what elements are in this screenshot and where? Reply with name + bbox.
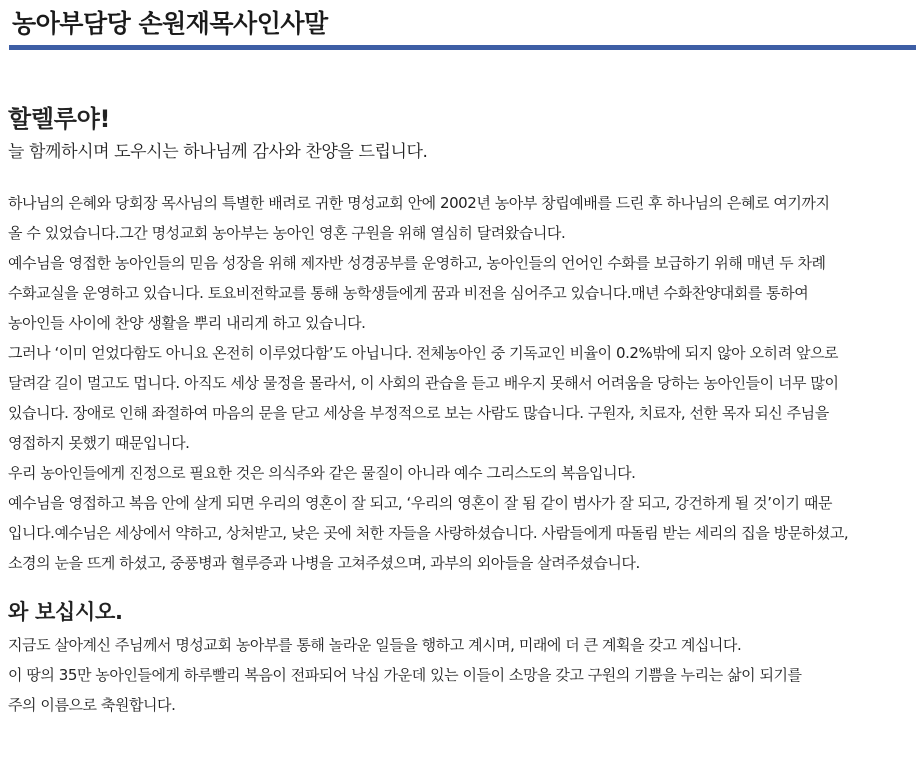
greeting-subheading: 늘 함께하시며 도우시는 하나님께 감사와 찬양을 드립니다. [8,142,428,162]
message-line: 그러나 ‘이미 얻었다함도 아니요 온전히 이루었다함’도 아닙니다. 전체농아인 중 기독교인 비율이 0.2%밖에 되지 않아 오히려 앞으로 [8,344,839,362]
message-line: 있습니다. 장애로 인해 좌절하여 마음의 문을 닫고 세상을 부정적으로 보는 사람도 많습니다. 구원자, 치료자, 선한 목자 되신 주님을 [8,404,829,422]
message-line: 예수님을 영접한 농아인들의 믿음 성장을 위해 제자반 성경공부를 운영하고, 농아인들의 언어인 수화를 보급하기 위해 매년 두 차례 [8,254,826,272]
message-body [8,188,913,578]
title-underline [9,45,916,50]
message-paragraph [8,188,913,578]
message-line: 우리 농아인들에게 진정으로 필요한 것은 의식주와 같은 물질이 아니라 예수 그리스도의 복음입니다. [8,464,636,482]
message-line: 올 수 있었습니다.그간 명성교회 농아부는 농아인 영혼 구원을 위해 열심히 달려왔습니다. [8,224,566,242]
invitation-line: 주의 이름으로 축원합니다. [8,696,176,714]
greeting-heading: 할렐루야! [8,105,111,133]
greeting-content [8,102,913,720]
message-line: 수화교실을 운영하고 있습니다. 토요비전학교를 통해 농학생들에게 꿈과 비전을 심어주고 있습니다.매년 수화찬양대회를 통하여 [8,284,809,302]
message-line: 농아인들 사이에 찬양 생활을 뿌리 내리게 하고 있습니다. [8,314,366,332]
invitation-paragraph [8,630,913,720]
message-line: 예수님을 영접하고 복음 안에 살게 되면 우리의 영혼이 잘 되고, ‘우리의 영혼이 잘 됨 같이 범사가 잘 되고, 강건하게 될 것’이기 때문 [8,494,832,512]
invitation-heading: 와 보십시오. [8,600,123,624]
page-title: 농아부담당 손원재목사인사말 [12,9,328,38]
message-line: 하나님의 은혜와 당회장 목사님의 특별한 배려로 귀한 명성교회 안에 2002년 농아부 창립예배를 드린 후 하나님의 은혜로 여기까지 [8,194,830,212]
message-line: 영접하지 못했기 때문입니다. [8,434,190,452]
message-line: 입니다.예수님은 세상에서 약하고, 상처받고, 낮은 곳에 처한 자들을 사랑하셨습니다. 사람들에게 따돌림 받는 세리의 집을 방문하셨고, [8,524,849,542]
message-line: 달려갈 길이 멀고도 멉니다. 아직도 세상 물정을 몰라서, 이 사회의 관습을 듣고 배우지 못해서 어려움을 당하는 농아인들이 너무 많이 [8,374,839,392]
message-line: 소경의 눈을 뜨게 하셨고, 중풍병과 혈루증과 나병을 고쳐주셨으며, 과부의 외아들을 살려주셨습니다. [8,554,640,572]
invitation-line: 지금도 살아계신 주님께서 명성교회 농아부를 통해 놀라운 일들을 행하고 계시며, 미래에 더 큰 계획을 갖고 계십니다. [8,636,742,654]
invitation-line: 이 땅의 35만 농아인들에게 하루빨리 복음이 전파되어 낙심 가운데 있는 이들이 소망을 갖고 구원의 기쁨을 누리는 삶이 되기를 [8,666,802,684]
page-header [9,0,916,50]
